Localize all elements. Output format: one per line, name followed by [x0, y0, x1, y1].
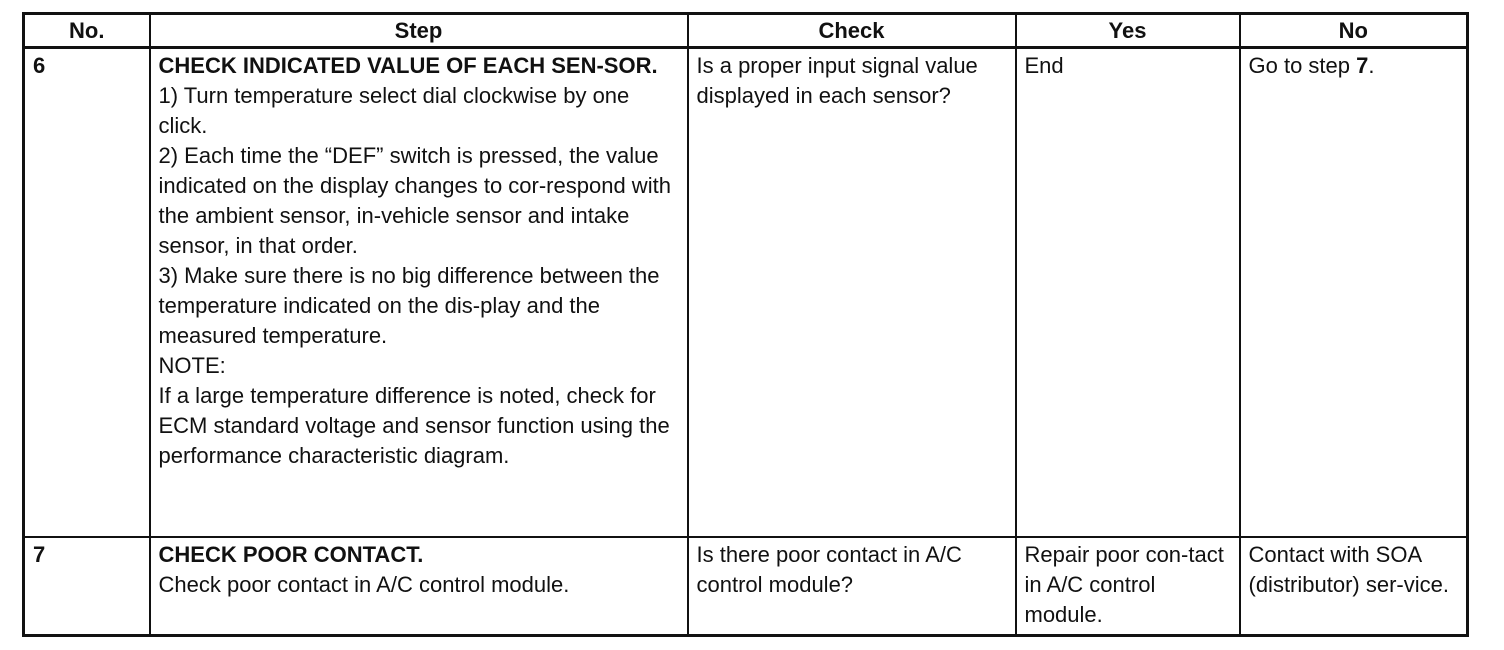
step-title: CHECK POOR CONTACT.: [158, 541, 424, 567]
table-row: [24, 537, 1468, 636]
header-yes: Yes: [1016, 14, 1240, 48]
header-no-result: No: [1240, 14, 1468, 48]
step-cell: [150, 537, 688, 636]
header-no: No.: [24, 14, 150, 48]
row-number: 6: [24, 48, 150, 537]
check-cell: Is a proper input signal value displayed in each sensor?: [688, 48, 1016, 537]
no-prefix: Go to step: [1248, 53, 1357, 78]
no-cell: Contact with SOA (distributor) ser-vice.: [1240, 537, 1468, 636]
step-line: 1) Turn temperature select dial clockwise by one click.: [158, 83, 630, 138]
step-line: 2) Each time the “DEF” switch is pressed, the value indicated on the display changes to cor-respond with the ambient sensor, in-vehicle sensor and intake sensor, in that order.: [158, 143, 671, 258]
header-check: Check: [688, 14, 1016, 48]
yes-cell: Repair poor con-tact in A/C control module.: [1016, 537, 1240, 636]
header-step: Step: [150, 14, 688, 48]
step-line: 3) Make sure there is no big difference between the temperature indicated on the dis-play and the measured temperature.: [158, 263, 660, 348]
diagnostic-table: [22, 12, 1469, 637]
row-number: 7: [24, 537, 150, 636]
yes-cell: End: [1016, 48, 1240, 537]
table-row: [24, 48, 1468, 537]
step-title: CHECK INDICATED VALUE OF EACH SEN-SOR.: [158, 53, 658, 78]
no-cell: [1240, 48, 1468, 537]
check-cell: Is there poor contact in A/C control module?: [688, 537, 1016, 636]
step-cell: [150, 48, 688, 537]
no-suffix: .: [1368, 53, 1375, 78]
no-step-number: 7: [1356, 53, 1369, 78]
step-note-text: If a large temperature difference is noted, check for ECM standard voltage and sensor function using the performance characteristic diagram.: [158, 383, 670, 468]
header-row: [24, 14, 1468, 48]
step-line: Check poor contact in A/C control module.: [158, 571, 570, 597]
step-note-label: NOTE:: [158, 353, 226, 378]
